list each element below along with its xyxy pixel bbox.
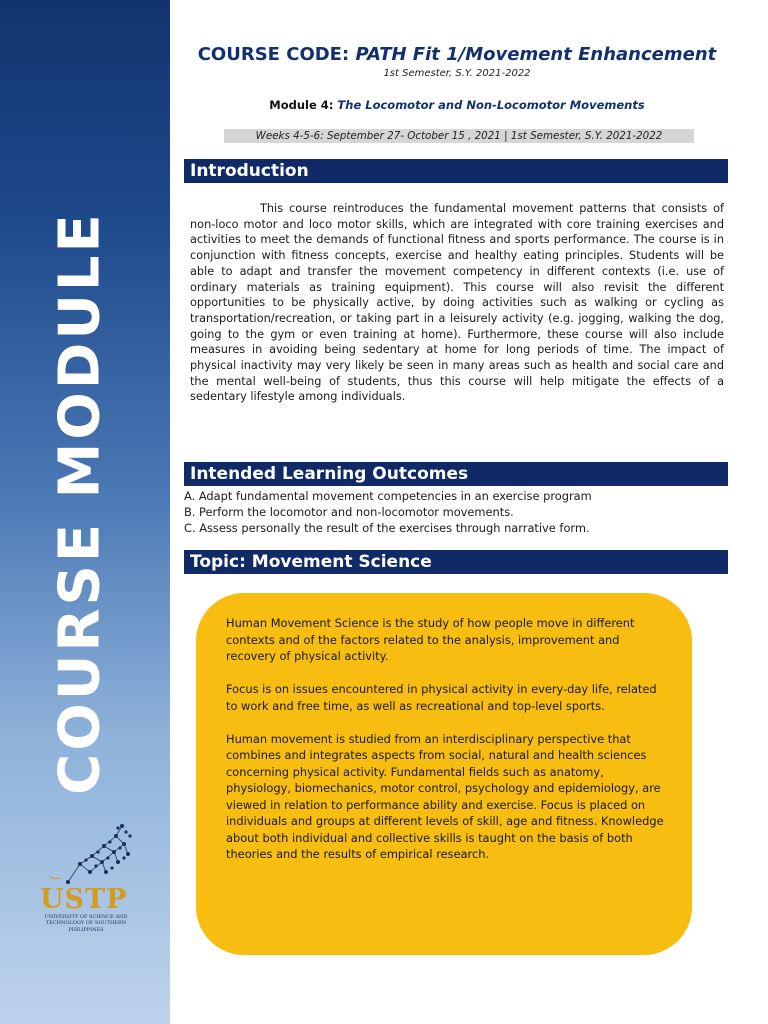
logo-wordmark: USTP [40,884,128,915]
logo-subtitle: UNIVERSITY OF SCIENCE AND TECHNOLOGY OF SOUTHERN PHILIPPINES [44,914,128,933]
module-label: Module 4 [269,98,329,112]
course-code-value: PATH Fit 1/Movement Enhancement [355,44,717,65]
ustp-logo-icon [40,818,140,890]
learning-outcome-item: C. Assess personally the result of the exercises through narrative form. [184,521,590,535]
learning-outcome-item: A. Adapt fundamental movement competencies in an exercise program [184,489,592,503]
module-line: Module 4: The Locomotor and Non-Locomotor Movements [269,98,645,112]
semester-line: 1st Semester, S.Y. 2021-2022 [383,68,531,79]
topic-heading: Topic: Movement Science [184,550,728,574]
weeks-line: Weeks 4-5-6: September 27- October 15 , 2021 | 1st Semester, S.Y. 2021-2022 [224,129,694,143]
sidebar-title-course: COURSE [47,498,113,795]
topic-paragraph: Focus is on issues encountered in physical activity in every-day life, related to work and free time, as well as recreational and top-level sports. [226,682,657,713]
learning-outcome-item: B. Perform the locomotor and non-locomotor movements. [184,505,514,519]
learning-outcomes-list [184,488,728,536]
course-code-heading [184,44,730,65]
topic-paragraph: Human movement is studied from an interdisciplinary perspective that combines and integrates aspects from social, natural and health sciences concerning physical activity. Fundamental fields such as anatomy, physiology, biomechanics, motor control, psychology and epidemiology, are viewed in relation to performance ability and exercise. Focus is placed on individuals and groups at different levels of skill, age and fitness. Knowledge about both individual and collective skills is taught on the basis of both theories and the results of empirical research. [226,731,664,861]
sidebar [0,0,170,1024]
introduction-heading: Introduction [184,159,728,183]
learning-outcomes-heading: Intended Learning Outcomes [184,462,728,486]
topic-callout-box [196,593,692,955]
sidebar-title-module: MODULE [47,211,113,499]
module-title: The Locomotor and Non-Locomotor Movements [337,98,645,112]
course-code-label: COURSE CODE: [197,44,356,65]
topic-paragraph: Human Movement Science is the study of how people move in different contexts and of the factors related to the analysis, improvement and recovery of physical activity. [226,616,635,663]
sidebar-vertical-title [48,211,113,795]
introduction-body: This course reintroduces the fundamental movement patterns that consists of non-loco motor and loco motor skills, which are integrated with core training exercises and activities to meet the demands of functional fitness and sports performance. The course is in conjunction with fitness concepts, exercise and healthy eating principles. Students will be able to adapt and transfer the movement competency in different contexts (i.e. use of ordinary materials as training equipment). This course will also revisit the different opportunities to be physically active, by doing activities such as walking or cycling as transportation/recreation, or taking part in a leisurely activity (e.g. jogging, walking the dog, going to the gym or even training at home). Furthermore, these course will also include measures in avoiding being sedentary at home for long periods of time. The impact of physical inactivity may very likely be seen in many areas such as health and social care and the mental well-being of students, thus this course will help mitigate the effects of a sedentary lifestyle among individuals. [190,202,724,404]
